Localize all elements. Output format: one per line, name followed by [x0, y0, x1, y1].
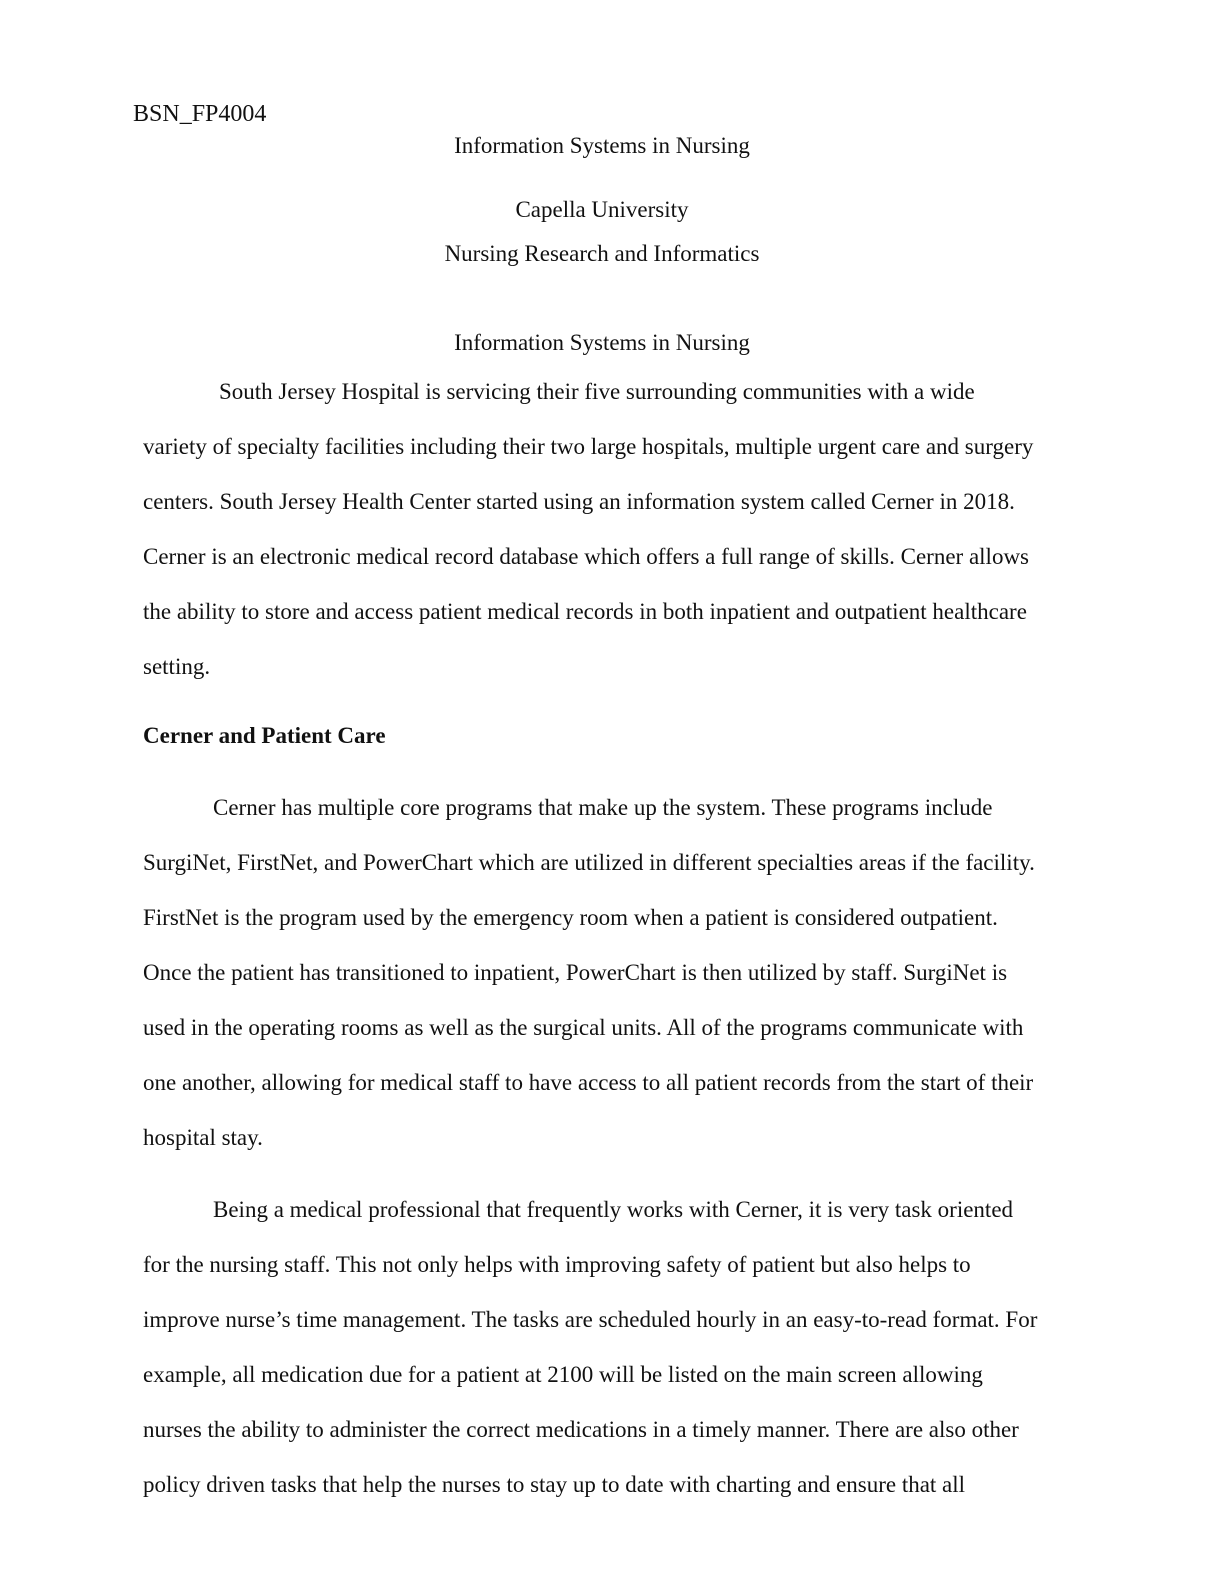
paragraph-line: used in the operating rooms as well as the surgical units. All of the programs communicate with [143, 1015, 1024, 1040]
paragraph-line: Once the patient has transitioned to inpatient, PowerChart is then utilized by staff. SurgiNet is [143, 960, 1008, 985]
paragraph-line: one another, allowing for medical staff to have access to all patient records from the start of their [143, 1070, 1034, 1095]
paragraph-line: variety of specialty facilities including their two large hospitals, multiple urgent care and surgery [143, 434, 1034, 459]
paragraph-line: policy driven tasks that help the nurses to stay up to date with charting and ensure that all [143, 1472, 966, 1497]
paragraph-line: Cerner is an electronic medical record database which offers a full range of skills. Cerner allows [143, 544, 1030, 569]
cerner-programs-paragraph [143, 780, 1083, 1165]
intro-paragraph [143, 364, 1083, 694]
paragraph-line: South Jersey Hospital is servicing their five surrounding communities with a wide [219, 379, 975, 404]
paragraph-line: SurgiNet, FirstNet, and PowerChart which are utilized in different specialties areas if the facility. [143, 850, 1035, 875]
paragraph-line: centers. South Jersey Health Center started using an information system called Cerner in 2018. [143, 489, 1015, 514]
paragraph-line: hospital stay. [143, 1125, 263, 1150]
institution-name: Capella University [515, 197, 689, 222]
paragraph-line: Being a medical professional that frequently works with Cerner, it is very task oriented [213, 1197, 1014, 1222]
course-code: BSN_FP4004 [133, 101, 267, 127]
paragraph-line: nurses the ability to administer the correct medications in a timely manner. There are also other [143, 1417, 1019, 1442]
section-heading: Cerner and Patient Care [143, 723, 386, 748]
task-oriented-paragraph [143, 1182, 1083, 1512]
paragraph-line: for the nursing staff. This not only helps with improving safety of patient but also helps to [143, 1252, 971, 1277]
paragraph-line: the ability to store and access patient medical records in both inpatient and outpatient healthcare [143, 599, 1027, 624]
paragraph-line: setting. [143, 654, 211, 679]
title-page-title: Information Systems in Nursing [454, 133, 750, 158]
paragraph-line: Cerner has multiple core programs that make up the system. These programs include [213, 795, 993, 820]
body-title: Information Systems in Nursing [454, 330, 750, 355]
paragraph-line: example, all medication due for a patient at 2100 will be listed on the main screen allowing [143, 1362, 983, 1387]
paragraph-line: improve nurse’s time management. The tasks are scheduled hourly in an easy-to-read format. For [143, 1307, 1038, 1332]
course-name: Nursing Research and Informatics [444, 241, 760, 266]
paragraph-line: FirstNet is the program used by the emergency room when a patient is considered outpatient. [143, 905, 998, 930]
